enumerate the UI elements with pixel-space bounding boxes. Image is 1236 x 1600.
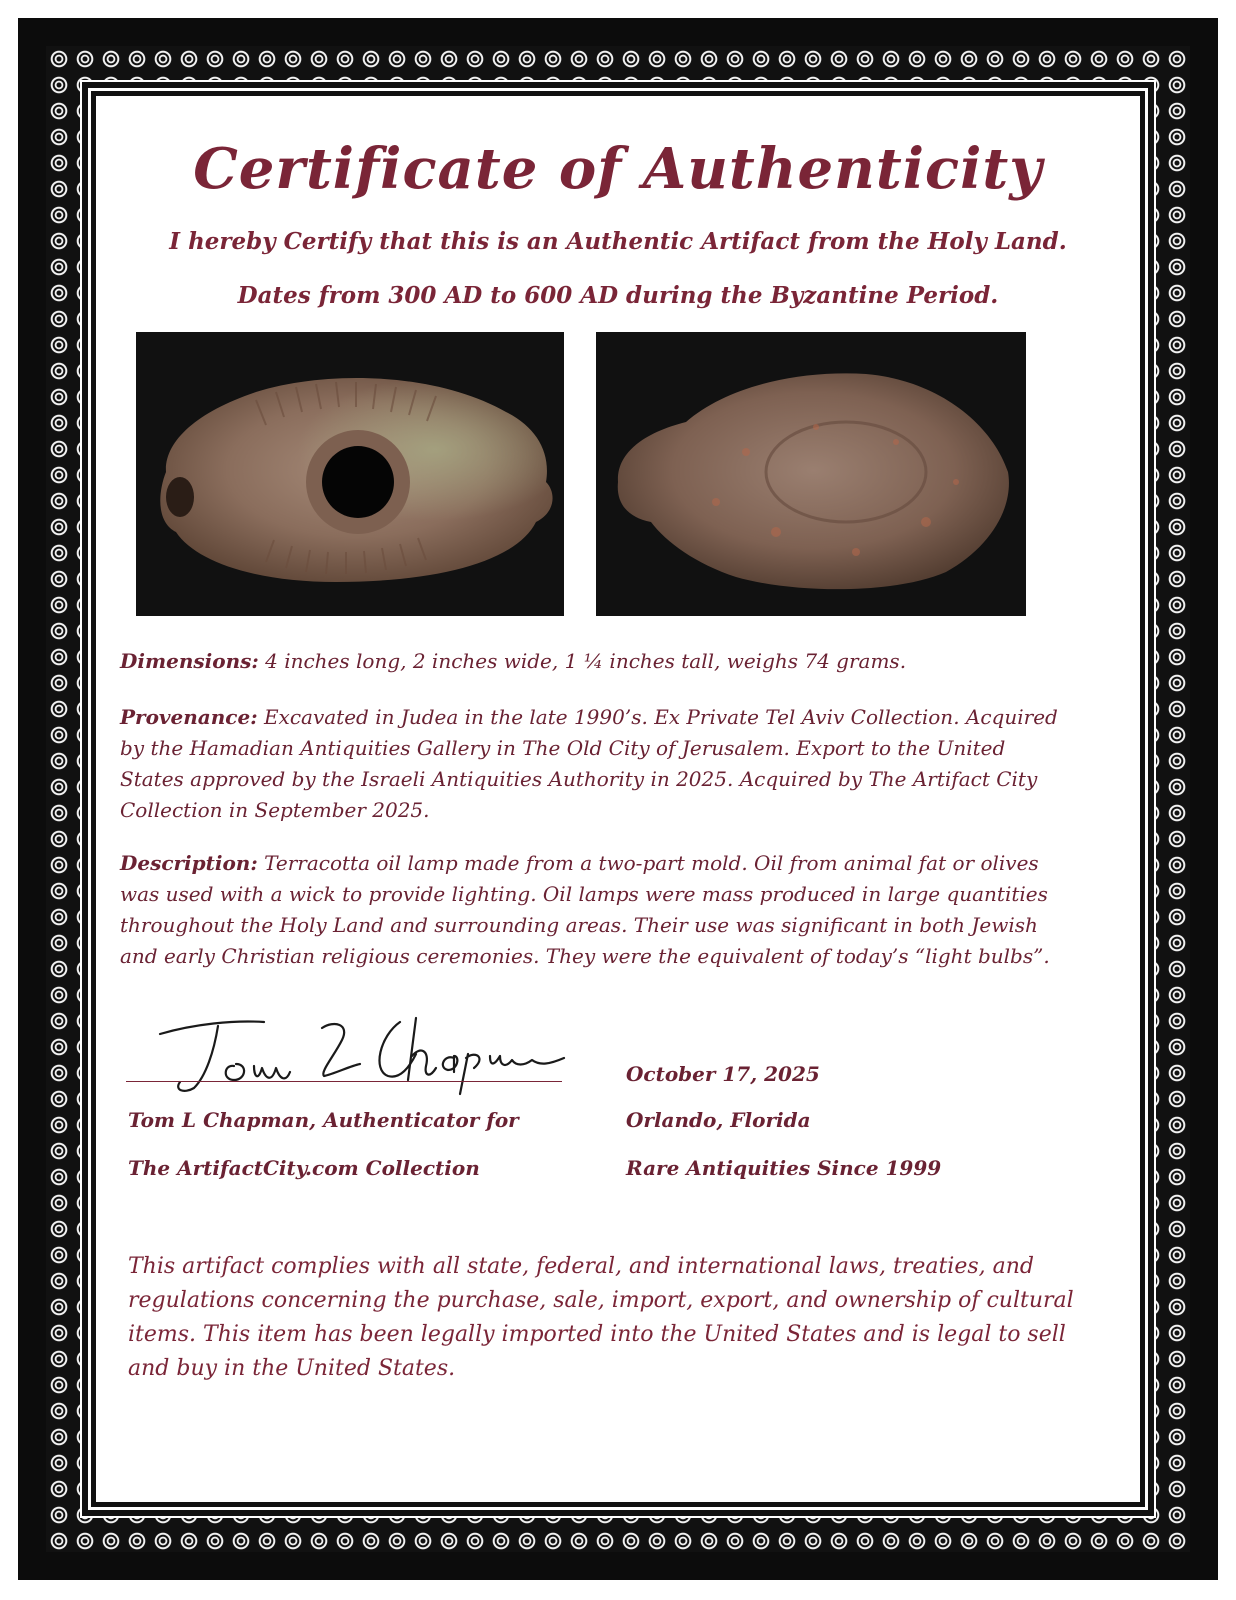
description-text: Terracotta oil lamp made from a two-part mold. Oil from animal fat or olives was used with a wick to provide lighting. Oil lamps were mass produced in large quantities throughout the Holy Land and surrounding areas. Their use was significant in both Jewish and early Christian religious ceremonies. They were the equivalent of today’s “light bulbs”. xyxy=(120,851,1050,968)
handwritten-signature xyxy=(154,1006,574,1096)
provenance-paragraph xyxy=(120,702,1060,826)
certificate-location: Orlando, Florida xyxy=(626,1108,811,1132)
dimensions-text: 4 inches long, 2 inches wide, 1 ¼ inches tall, weighs 74 grams. xyxy=(258,649,907,673)
certificate-body xyxy=(96,96,1140,1502)
certificate-title: Certificate of Authenticity xyxy=(193,136,1043,202)
description-paragraph xyxy=(120,848,1060,972)
dimensions-paragraph xyxy=(120,646,1060,677)
certificate-date: October 17, 2025 xyxy=(626,1062,820,1086)
date-range-statement: Dates from 300 AD to 600 AD during the Byzantine Period. xyxy=(237,282,999,309)
compliance-statement: This artifact complies with all state, federal, and international laws, treaties, and regulations concerning the purchase, sale, import, export, and ownership of cultural items. This item has been legally imported into the United States and is legal to sell and buy in the United States. xyxy=(128,1254,1074,1381)
provenance-text: Excavated in Judea in the late 1990’s. Ex Private Tel Aviv Collection. Acquired by the Hamadian Antiquities Gallery in The Old City of Jerusalem. Export to the United States approved by the Israeli Antiquities Authority in 2025. Acquired by The Artifact City Collection in September 2025. xyxy=(120,705,1058,822)
artifact-photo-bottom xyxy=(596,332,1026,616)
signer-organization: The ArtifactCity.com Collection xyxy=(128,1156,480,1180)
description-label: Description: xyxy=(120,851,258,875)
provenance-label: Provenance: xyxy=(120,705,258,729)
company-tagline: Rare Antiquities Since 1999 xyxy=(626,1156,942,1180)
signer-name: Tom L Chapman, Authenticator for xyxy=(128,1108,519,1132)
signature-line xyxy=(126,1081,562,1082)
dimensions-label: Dimensions: xyxy=(120,649,259,673)
artifact-photo-top xyxy=(136,332,564,616)
certify-statement: I hereby Certify that this is an Authentic Artifact from the Holy Land. xyxy=(169,228,1067,255)
